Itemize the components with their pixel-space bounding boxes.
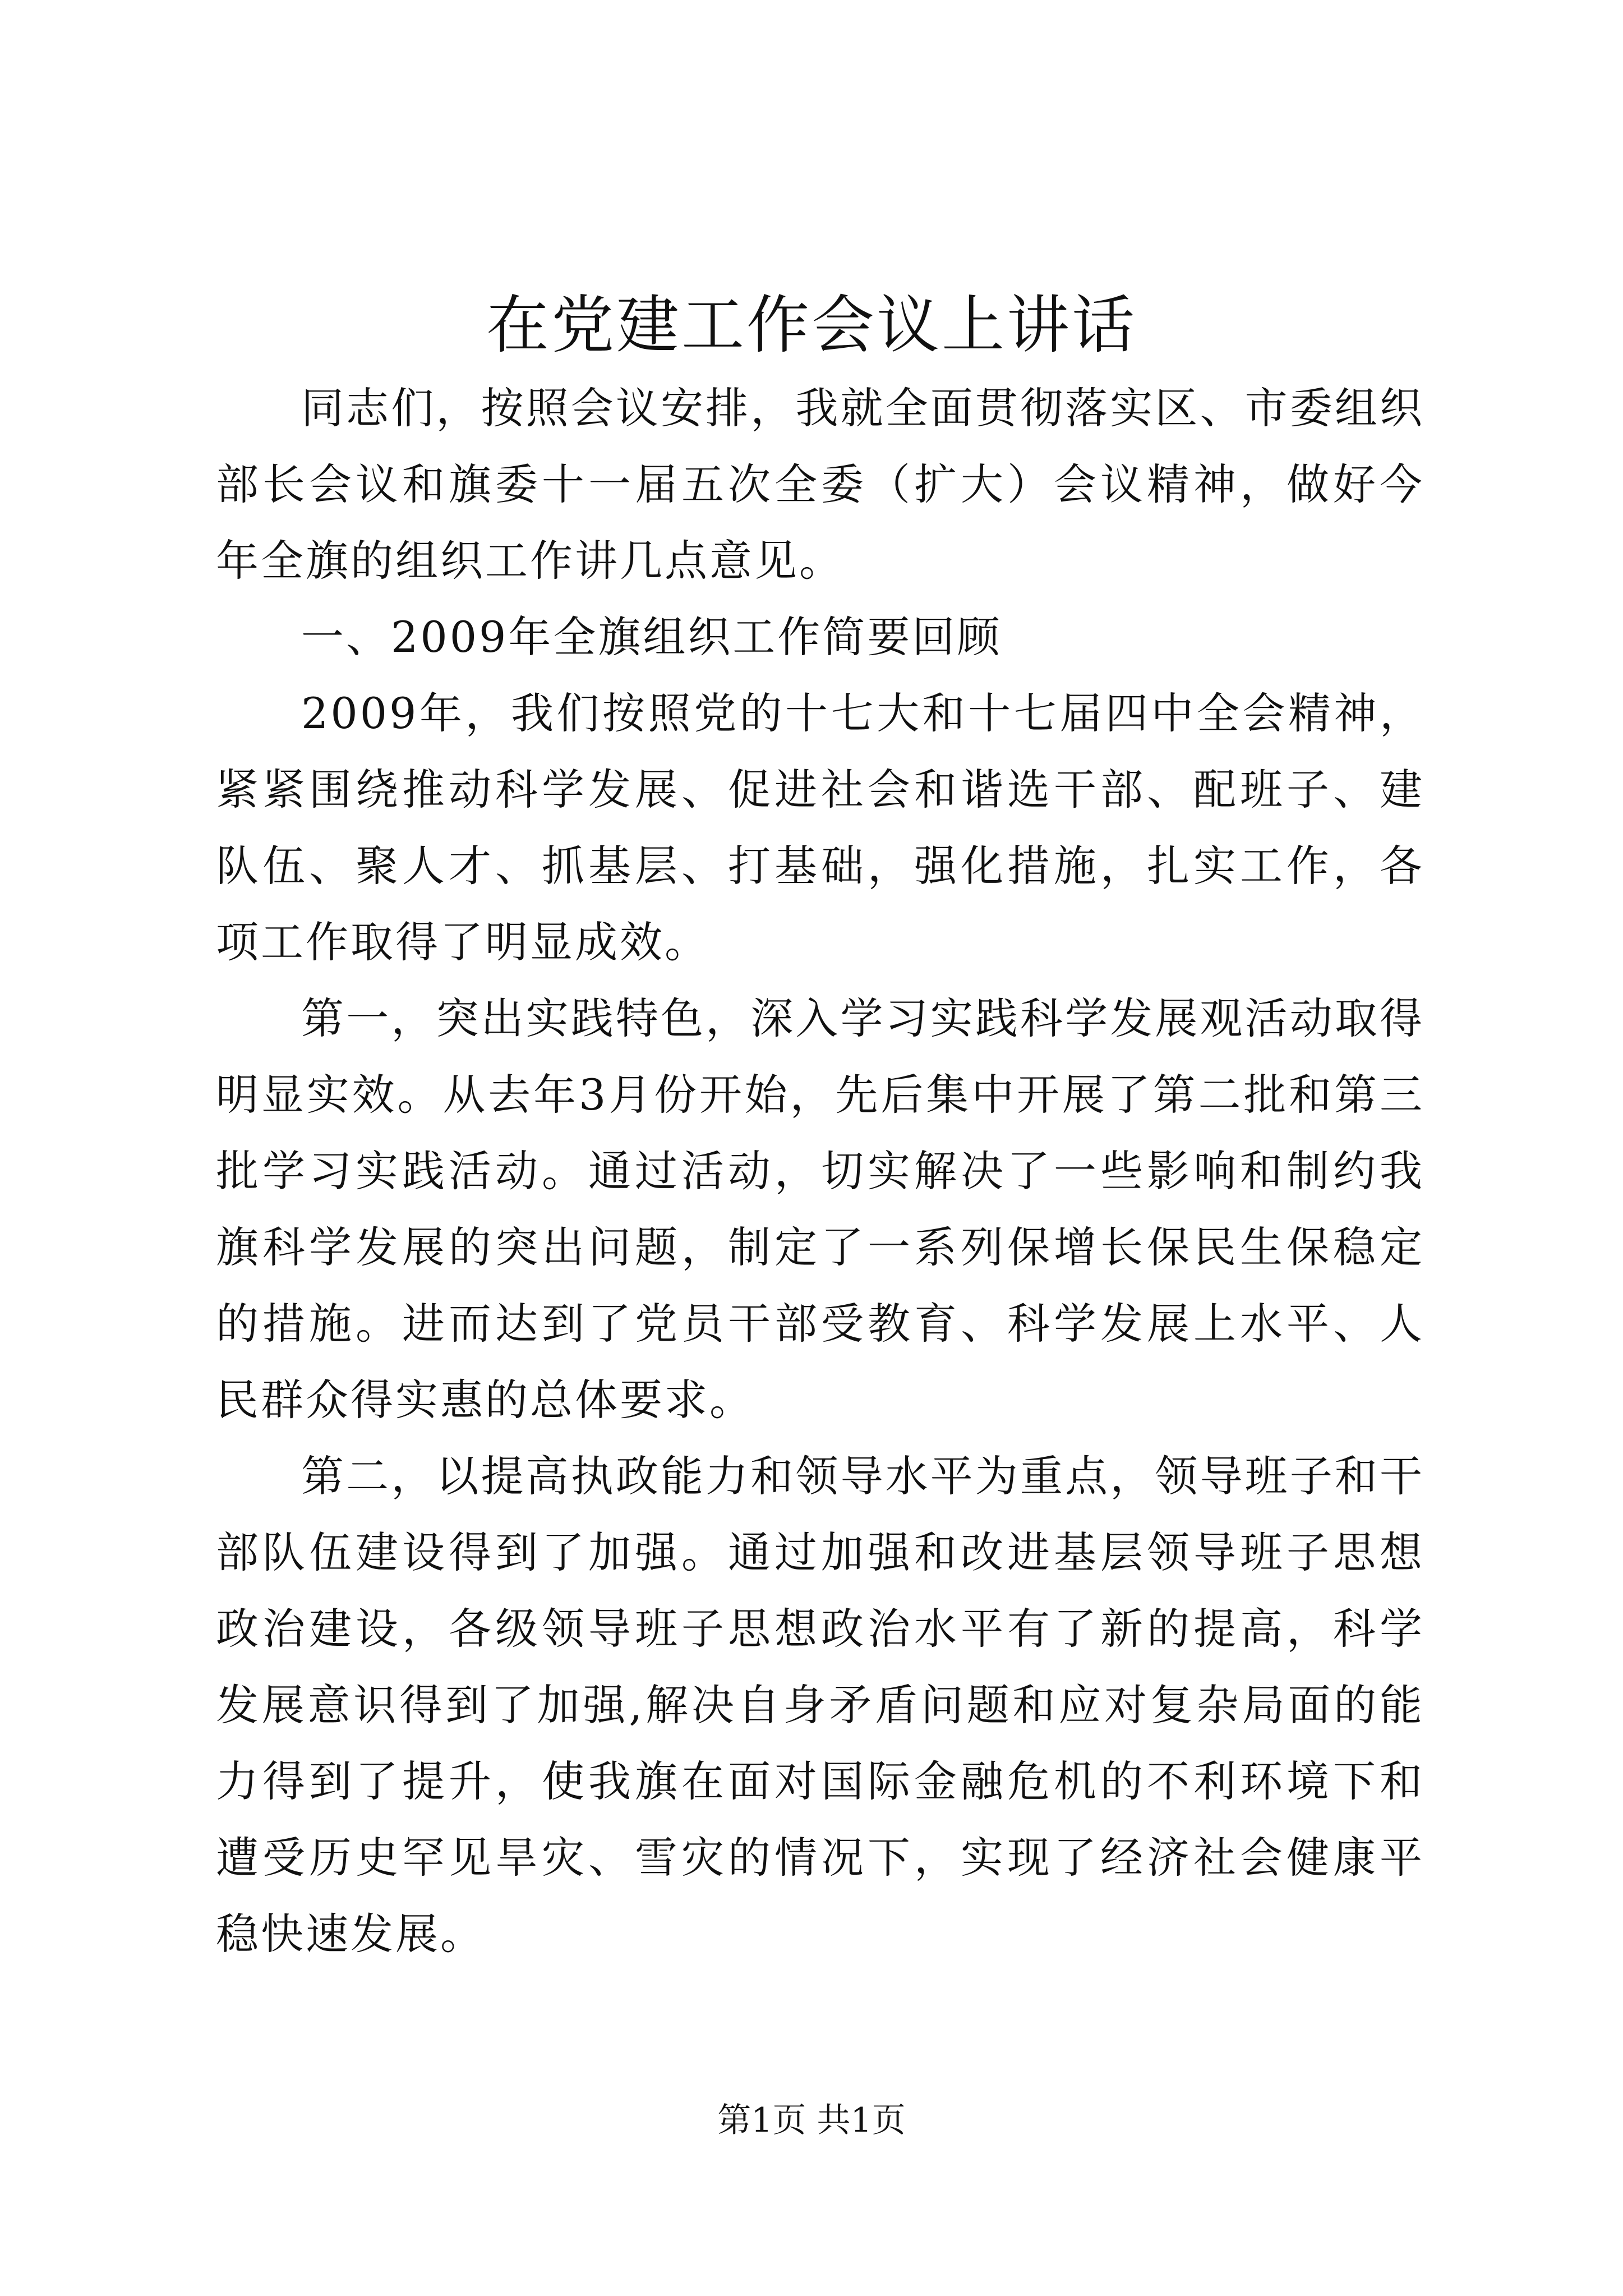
paragraph-point-two: 第二，以提高执政能力和领导水平为重点，领导班子和干部队伍建设得到了加强。通过加强和改进基层领导班子思想政治建设，各级领导班子思想政治水平有了新的提高，科学发展意识得到了加强,解决自身矛盾问题和应对复杂局面的能力得到了提升，使我旗在面对国际金融危机的不利环境下和遭受历史罕见旱灾、雪灾的情况下，实现了经济社会健康平稳快速发展。 [216,1451,1424,1959]
page-footer: 第1页 共1页 [717,2101,906,2140]
paragraph-review-summary: 2009年，我们按照党的十七大和十七届四中全会精神，紧紧围绕推动科学发展、促进社会和谐选干部、配班子、建队伍、聚人才、抓基层、打基础，强化措施，扎实工作，各项工作取得了明显成效。 [216,688,1424,967]
document-body [216,370,1424,1972]
paragraph-point-one: 第一，突出实践特色，深入学习实践科学发展观活动取得明显实效。从去年3月份开始，先后集中开展了第二批和第三批学习实践活动。通过活动，切实解决了一些影响和制约我旗科学发展的突出问题，制定了一系列保增长保民生保稳定的措施。进而达到了党员干部受教育、科学发展上水平、人民群众得实惠的总体要求。 [216,993,1424,1425]
paragraph-opening: 同志们，按照会议安排，我就全面贯彻落实区、市委组织部长会议和旗委十一届五次全委（扩大）会议精神，做好今年全旗的组织工作讲几点意见。 [216,383,1424,586]
document-title: 在党建工作会议上讲话 [486,289,1137,362]
section-heading: 一、2009年全旗组织工作简要回顾 [301,612,1002,662]
